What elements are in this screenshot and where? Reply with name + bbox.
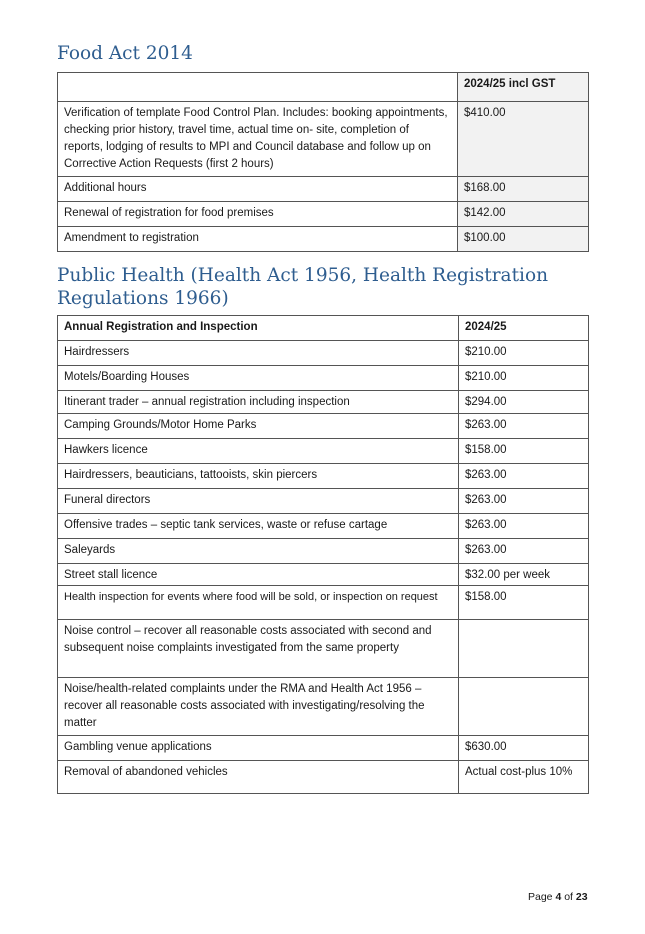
table-row [58,736,589,761]
row-fee: $263.00 [459,489,589,514]
row-fee: $32.00 per week [459,564,589,586]
row-description: Motels/Boarding Houses [58,366,459,391]
table-row [58,761,589,794]
table-row [58,620,589,678]
page-number: 4 [555,891,562,903]
row-description: Renewal of registration for food premises [58,202,458,227]
table-row [58,102,589,177]
header-cell-registration: Annual Registration and Inspection [58,316,459,341]
row-fee: $158.00 [459,439,589,464]
row-fee: $210.00 [459,341,589,366]
table-row [58,414,589,439]
table-row [58,366,589,391]
public-health-heading: Public Health (Health Act 1956, Health Registration Regulations 1966) [57,265,548,309]
row-description: Funeral directors [58,489,459,514]
row-description: Hairdressers, beauticians, tattooists, skin piercers [58,464,459,489]
row-fee: $410.00 [458,102,589,177]
row-fee: $158.00 [459,586,589,620]
table-row [58,202,589,227]
row-description: Camping Grounds/Motor Home Parks [58,414,459,439]
table-row [58,539,589,564]
table-row [58,391,589,414]
table-row [58,564,589,586]
table-row [58,678,589,736]
table-row [58,177,589,202]
row-fee: $210.00 [459,366,589,391]
row-fee: $168.00 [458,177,589,202]
table-row [58,464,589,489]
of-label: of [564,891,573,903]
row-fee: $263.00 [459,539,589,564]
row-fee: $630.00 [459,736,589,761]
page-label: Page [528,891,553,903]
row-description: Noise/health-related complaints under the RMA and Health Act 1956 – recover all reasonable costs associated with investigating/resolving the matter [58,678,459,736]
header-cell-fee: 2024/25 incl GST [458,73,589,102]
row-description: Hawkers licence [58,439,459,464]
row-description: Noise control – recover all reasonable costs associated with second and subsequent noise complaints investigated from the same property [58,620,459,678]
row-fee [459,678,589,736]
table-row [58,489,589,514]
table-header-row [58,316,589,341]
row-description: Health inspection for events where food will be sold, or inspection on request [58,586,459,620]
row-description: Street stall licence [58,564,459,586]
header-cell-year: 2024/25 [459,316,589,341]
row-fee: Actual cost-plus 10% [459,761,589,794]
row-fee [459,620,589,678]
row-fee: $263.00 [459,514,589,539]
row-fee: $294.00 [459,391,589,414]
row-description: Additional hours [58,177,458,202]
row-fee: $263.00 [459,464,589,489]
table-row [58,341,589,366]
table-row [58,227,589,252]
row-fee: $100.00 [458,227,589,252]
row-description: Offensive trades – septic tank services, waste or refuse cartage [58,514,459,539]
page-total: 23 [575,891,588,903]
table-row [58,514,589,539]
page-footer [528,891,588,903]
table-row [58,586,589,620]
row-description: Itinerant trader – annual registration including inspection [58,391,459,414]
row-description: Saleyards [58,539,459,564]
public-health-table [57,315,589,794]
row-fee: $263.00 [459,414,589,439]
row-description: Gambling venue applications [58,736,459,761]
table-header-row [58,73,589,102]
row-fee: $142.00 [458,202,589,227]
table-row [58,439,589,464]
row-description: Hairdressers [58,341,459,366]
header-cell-empty [58,73,458,102]
food-act-table [57,72,589,252]
row-description: Verification of template Food Control Plan. Includes: booking appointments, checking prior history, travel time, actual time on- site, completion of reports, lodging of results to MPI and Council database and follow up on Corrective Action Requests (first 2 hours) [58,102,458,177]
food-act-heading: Food Act 2014 [57,43,193,64]
row-description: Amendment to registration [58,227,458,252]
row-description: Removal of abandoned vehicles [58,761,459,794]
